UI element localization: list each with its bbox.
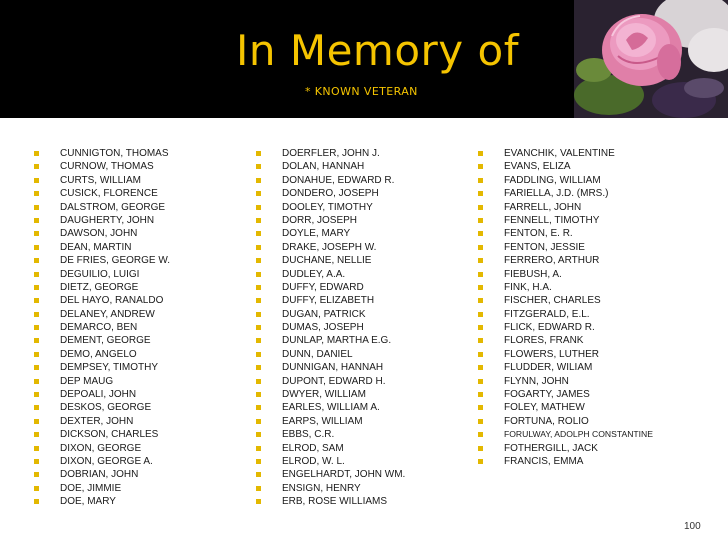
name-text: DE FRIES, GEORGE W. [60, 255, 171, 267]
bullet-icon [478, 365, 483, 370]
name-list-item [256, 160, 405, 173]
bullet-icon [256, 352, 261, 357]
name-text: EBBS, C.R. [282, 429, 335, 441]
bullet-icon [478, 218, 483, 223]
name-text: FLUDDER, WILIAM [504, 362, 593, 374]
name-text: FARRELL, JOHN [504, 201, 582, 213]
name-text: DOE, MARY [60, 496, 116, 508]
bullet-icon [478, 285, 483, 290]
name-text: DEP MAUG [60, 375, 114, 387]
bullet-icon [256, 432, 261, 437]
name-list-item [478, 442, 653, 455]
name-text: FOTHERGILL, JACK [504, 442, 598, 454]
bullet-icon [256, 405, 261, 410]
name-list-item [256, 281, 405, 294]
bullet-icon [256, 365, 261, 370]
name-text: ELROD, SAM [282, 442, 344, 454]
name-text: DUMAS, JOSEPH [282, 322, 364, 334]
name-text: FERRERO, ARTHUR [504, 255, 600, 267]
name-list-item [256, 388, 405, 401]
name-list-item [256, 348, 405, 361]
name-text: DELANEY, ANDREW [60, 308, 155, 320]
name-list-item [256, 401, 405, 414]
name-list-item [478, 321, 653, 334]
bullet-icon [34, 446, 39, 451]
bullet-icon [478, 446, 483, 451]
bullet-icon [256, 272, 261, 277]
name-list-item [256, 201, 405, 214]
name-list-item [478, 268, 653, 281]
page-subtitle: * KNOWN VETERAN [305, 85, 418, 98]
name-list-item [256, 174, 405, 187]
name-text: DRAKE, JOSEPH W. [282, 241, 377, 253]
name-list-item [34, 482, 170, 495]
name-list-item [478, 281, 653, 294]
name-list-item [34, 201, 170, 214]
bullet-icon [256, 205, 261, 210]
name-text: CUNNIGTON, THOMAS [60, 148, 169, 159]
name-list-item [34, 160, 170, 173]
bullet-icon [34, 432, 39, 437]
name-list-item [34, 375, 170, 388]
name-list-item [34, 214, 170, 227]
bullet-icon [478, 338, 483, 343]
bullet-icon [34, 218, 39, 223]
bullet-icon [34, 298, 39, 303]
name-list-item [478, 187, 653, 200]
name-text: FLORES, FRANK [504, 335, 584, 347]
name-text: DOBRIAN, JOHN [60, 469, 139, 481]
name-list-item [478, 201, 653, 214]
name-text: DOYLE, MARY [282, 228, 351, 240]
rose-photo [574, 0, 728, 118]
name-list-item [256, 468, 405, 481]
name-text: EARLES, WILLIAM A. [282, 402, 380, 414]
bullet-icon [478, 272, 483, 277]
name-list-item [34, 227, 170, 240]
bullet-icon [478, 258, 483, 263]
name-list-item [34, 241, 170, 254]
name-list-item [256, 415, 405, 428]
bullet-icon [34, 325, 39, 330]
name-list-item [34, 442, 170, 455]
bullet-icon [34, 231, 39, 236]
name-list-item [34, 388, 170, 401]
bullet-icon [478, 432, 483, 437]
name-text: DEL HAYO, RANALDO [60, 295, 164, 307]
name-list-item [478, 361, 653, 374]
bullet-icon [256, 298, 261, 303]
bullet-icon [256, 392, 261, 397]
name-text: FENNELL, TIMOTHY [504, 214, 600, 226]
bullet-icon [256, 312, 261, 317]
bullet-icon [34, 151, 39, 156]
name-list-item [478, 334, 653, 347]
bullet-icon [34, 338, 39, 343]
bullet-icon [34, 178, 39, 183]
name-list-item [34, 187, 170, 200]
name-list-item [256, 455, 405, 468]
name-text: FORTUNA, ROLIO [504, 415, 589, 427]
name-text: DIXON, GEORGE A. [60, 455, 153, 467]
bullet-icon [478, 205, 483, 210]
name-text: EARPS, WILLIAM [282, 415, 363, 427]
name-text: ENGELHARDT, JOHN WM. [282, 469, 406, 481]
bullet-icon [34, 392, 39, 397]
name-list-item [478, 375, 653, 388]
name-list-item [478, 241, 653, 254]
name-list-item [34, 415, 170, 428]
name-text: DOERFLER, JOHN J. [282, 148, 380, 159]
bullet-icon [478, 164, 483, 169]
name-list-item [34, 294, 170, 307]
name-text: DUNLAP, MARTHA E.G. [282, 335, 392, 347]
name-text: DUNNIGAN, HANNAH [282, 362, 384, 374]
name-text: DEXTER, JOHN [60, 415, 134, 427]
name-list-item [478, 254, 653, 267]
bullet-icon [478, 405, 483, 410]
bullet-icon [478, 245, 483, 250]
name-text: DUFFY, EDWARD [282, 281, 364, 293]
bullet-icon [256, 379, 261, 384]
name-text: DWYER, WILLIAM [282, 389, 366, 401]
bullet-icon [34, 365, 39, 370]
name-list-item [478, 174, 653, 187]
bullet-icon [34, 272, 39, 277]
name-text: FENTON, E. R. [504, 228, 573, 240]
bullet-icon [256, 164, 261, 169]
name-list-item [256, 428, 405, 441]
name-list-item [478, 388, 653, 401]
bullet-icon [478, 392, 483, 397]
name-list-item [34, 495, 170, 508]
name-text: DEMO, ANGELO [60, 348, 137, 360]
bullet-icon [256, 258, 261, 263]
name-text: DUGAN, PATRICK [282, 308, 366, 320]
name-text: DEMPSEY, TIMOTHY [60, 362, 158, 374]
name-text: DOE, JIMMIE [60, 482, 122, 494]
name-list-item [256, 294, 405, 307]
name-list-item [34, 281, 170, 294]
name-text: DUCHANE, NELLIE [282, 255, 372, 267]
name-text: DUDLEY, A.A. [282, 268, 346, 280]
name-list-item [34, 321, 170, 334]
name-text: DEMARCO, BEN [60, 322, 138, 334]
name-text: FIEBUSH, A. [504, 268, 562, 280]
name-text: ELROD, W. L. [282, 455, 345, 467]
name-text: CURTS, WILLIAM [60, 174, 141, 186]
bullet-icon [478, 459, 483, 464]
name-list-item [478, 160, 653, 173]
page-number: 100 [684, 521, 701, 532]
name-text: DEAN, MARTIN [60, 241, 132, 253]
bullet-icon [256, 325, 261, 330]
name-list-item [256, 495, 405, 508]
bullet-icon [34, 419, 39, 424]
name-text: DIXON, GEORGE [60, 442, 142, 454]
name-list-item [478, 308, 653, 321]
name-list-item [478, 415, 653, 428]
name-text: DESKOS, GEORGE [60, 402, 152, 414]
bullet-icon [478, 178, 483, 183]
name-list-item [256, 308, 405, 321]
name-text: DOOLEY, TIMOTHY [282, 201, 373, 213]
bullet-icon [256, 245, 261, 250]
name-list-item [478, 348, 653, 361]
bullet-icon [256, 338, 261, 343]
name-text: FISCHER, CHARLES [504, 295, 601, 307]
name-list-item [34, 254, 170, 267]
name-list-item [478, 214, 653, 227]
name-list-item [256, 334, 405, 347]
name-list-item [34, 428, 170, 441]
page-title: In Memory of [236, 26, 519, 75]
name-text: FLICK, EDWARD R. [504, 322, 595, 334]
name-text: DUPONT, EDWARD H. [282, 375, 386, 387]
name-list-item [256, 482, 405, 495]
name-text: FOLEY, MATHEW [504, 402, 585, 414]
name-text: EVANS, ELIZA [504, 161, 571, 173]
bullet-icon [34, 245, 39, 250]
name-list-item [34, 174, 170, 187]
name-text: CURNOW, THOMAS [60, 161, 154, 173]
name-list-item [256, 254, 405, 267]
name-text: FARIELLA, J.D. (MRS.) [504, 188, 609, 200]
name-text: DOLAN, HANNAH [282, 161, 365, 173]
bullet-icon [256, 499, 261, 504]
name-text: FENTON, JESSIE [504, 241, 585, 253]
bullet-icon [256, 446, 261, 451]
name-text: DUFFY, ELIZABETH [282, 295, 375, 307]
names-column-2 [256, 147, 405, 509]
bullet-icon [34, 205, 39, 210]
name-list-item [256, 187, 405, 200]
bullet-icon [34, 379, 39, 384]
bullet-icon [478, 191, 483, 196]
bullet-icon [256, 472, 261, 477]
name-list-item [34, 361, 170, 374]
name-list-item [34, 308, 170, 321]
name-text: CUSICK, FLORENCE [60, 188, 158, 200]
bullet-icon [34, 258, 39, 263]
name-list-item [256, 375, 405, 388]
name-list-item [34, 147, 170, 160]
name-text: FINK, H.A. [504, 281, 552, 293]
bullet-icon [478, 231, 483, 236]
bullet-icon [34, 191, 39, 196]
name-text: FRANCIS, EMMA [504, 455, 584, 467]
bullet-icon [34, 312, 39, 317]
name-text: FLOWERS, LUTHER [504, 348, 600, 360]
name-text: DIETZ, GEORGE [60, 281, 139, 293]
name-list-item [256, 442, 405, 455]
bullet-icon [256, 419, 261, 424]
bullet-icon [256, 178, 261, 183]
name-list-item [256, 227, 405, 240]
bullet-icon [478, 325, 483, 330]
name-text: DUNN, DANIEL [282, 348, 353, 360]
bullet-icon [34, 164, 39, 169]
name-text: FITZGERALD, E.L. [504, 308, 590, 320]
name-list-item [478, 294, 653, 307]
bullet-icon [256, 459, 261, 464]
name-text: ERB, ROSE WILLIAMS [282, 496, 388, 508]
name-text: DONDERO, JOSEPH [282, 188, 379, 200]
name-list-item [34, 334, 170, 347]
name-list-item [34, 468, 170, 481]
name-text: DALSTROM, GEORGE [60, 201, 166, 213]
name-list-item [256, 214, 405, 227]
name-text: FORULWAY, ADOLPH CONSTANTINE [504, 429, 653, 440]
bullet-icon [256, 231, 261, 236]
name-text: DEPOALI, JOHN [60, 389, 137, 401]
name-text: DICKSON, CHARLES [60, 429, 159, 441]
name-list-item [34, 268, 170, 281]
bullet-icon [34, 472, 39, 477]
bullet-icon [478, 352, 483, 357]
bullet-icon [478, 151, 483, 156]
name-list-item [256, 321, 405, 334]
bullet-icon [34, 285, 39, 290]
name-list-item [34, 455, 170, 468]
name-text: FLYNN, JOHN [504, 375, 569, 387]
name-text: DEMENT, GEORGE [60, 335, 151, 347]
name-text: DAWSON, JOHN [60, 228, 138, 240]
bullet-icon [478, 312, 483, 317]
name-list-item [34, 401, 170, 414]
bullet-icon [256, 151, 261, 156]
name-list-item [256, 147, 405, 160]
bullet-icon [478, 298, 483, 303]
rose-image [574, 0, 728, 118]
name-list-item [256, 241, 405, 254]
name-text: EVANCHIK, VALENTINE [504, 148, 615, 159]
names-column-1 [34, 147, 170, 509]
bullet-icon [256, 191, 261, 196]
bullet-icon [256, 486, 261, 491]
bullet-icon [256, 218, 261, 223]
name-list-item [478, 428, 653, 441]
name-list-item [34, 348, 170, 361]
name-text: FOGARTY, JAMES [504, 389, 590, 401]
name-list-item [256, 268, 405, 281]
bullet-icon [34, 486, 39, 491]
name-list-item [478, 455, 653, 468]
bullet-icon [256, 285, 261, 290]
bullet-icon [478, 419, 483, 424]
name-text: DONAHUE, EDWARD R. [282, 174, 395, 186]
bullet-icon [34, 499, 39, 504]
bullet-icon [478, 379, 483, 384]
names-column-3 [478, 147, 653, 468]
name-text: ENSIGN, HENRY [282, 482, 361, 494]
name-list-item [256, 361, 405, 374]
name-list-item [478, 401, 653, 414]
name-list-item [478, 227, 653, 240]
name-text: FADDLING, WILLIAM [504, 174, 601, 186]
name-text: DORR, JOSEPH [282, 214, 358, 226]
bullet-icon [34, 459, 39, 464]
bullet-icon [34, 352, 39, 357]
name-text: DEGUILIO, LUIGI [60, 268, 140, 280]
name-text: DAUGHERTY, JOHN [60, 214, 155, 226]
bullet-icon [34, 405, 39, 410]
name-list-item [478, 147, 653, 160]
